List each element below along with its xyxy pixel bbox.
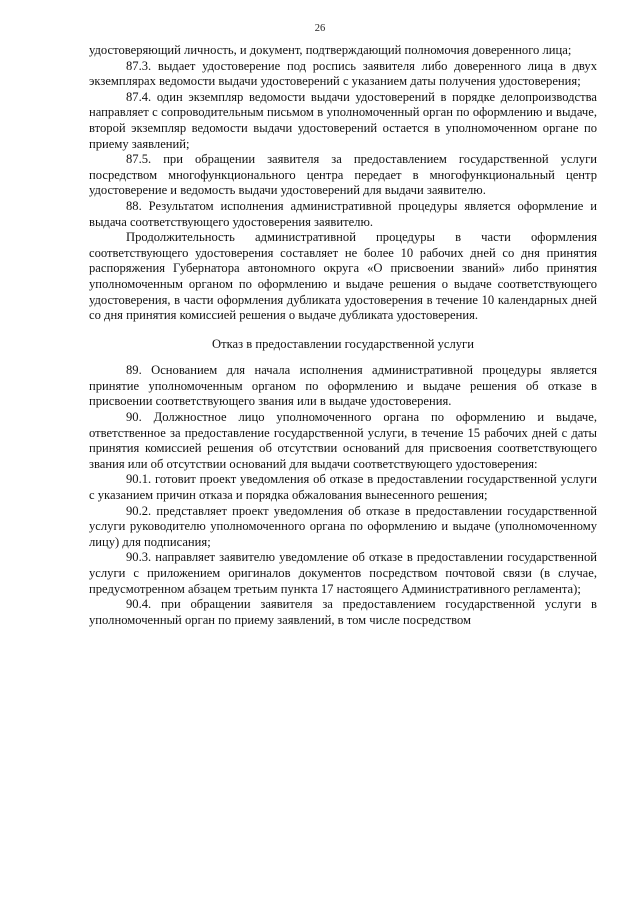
page-number: 26 — [314, 23, 326, 34]
paragraph: 89. Основанием для начала исполнения административной процедуры является принятие уполномоченным органом по оформлению и выдаче решения об отказе в присвоении соответствующего звания или в выдаче удостоверения. — [89, 363, 597, 409]
document-body — [89, 43, 597, 628]
section-heading: Отказ в предоставлении государственной услуги — [212, 336, 474, 351]
paragraph: 90.2. представляет проект уведомления об отказе в предоставлении государственной услуги руководителю уполномоченного органа по оформлению и выдаче (уполномоченному лицу) для подписания; — [89, 503, 597, 549]
paragraph: 87.4. один экземпляр ведомости выдачи удостоверений в порядке делопроизводства направляет с сопроводительным письмом в уполномоченный орган по оформлению и выдаче, второй экземпляр ведомости выдачи удостоверений остается в уполномоченном органе по приему заявлений; — [89, 89, 597, 151]
paragraph: удостоверяющий личность, и документ, подтверждающий полномочия доверенного лица; — [89, 43, 572, 57]
paragraph: 90.1. готовит проект уведомления об отказе в предоставлении государственной услуги с указанием причин отказа и порядка обжалования вынесенного решения; — [89, 472, 597, 503]
paragraph: 87.3. выдает удостоверение под роспись заявителя либо доверенного лица в двух экземплярах ведомости выдачи удостоверений с указанием даты получения удостоверения; — [89, 58, 597, 89]
paragraph: 87.5. при обращении заявителя за предоставлением государственной услуги посредством многофункционального центра передает в многофункциональный центр удостоверение и ведомость выдачи удостоверений для выдачи заявителю. — [89, 152, 597, 198]
paragraph: 90. Должностное лицо уполномоченного органа по оформлению и выдаче, ответственное за предоставление государственной услуги, в течение 15 рабочих дней с даты принятия комиссией решения об отсутствии оснований для присвоения соответствующего звания или об отсутствии оснований для выдачи соответствующего удостоверения: — [89, 410, 597, 471]
paragraph: 88. Результатом исполнения административной процедуры является оформление и выдача соответствующего удостоверения заявителю. — [89, 198, 597, 229]
paragraph: 90.4. при обращении заявителя за предоставлением государственной услуги в уполномоченный орган по приему заявлений, в том числе посредством — [89, 597, 597, 627]
paragraph: Продолжительность административной процедуры в части оформления соответствующего удостоверения составляет не более 10 рабочих дней со дня принятия распоряжения Губернатора автономного округа «О присвоении званий» либо принятия уполномоченным органом по оформлению и выдаче решения о выдаче соответствующего удостоверения, в части оформления дубликата удостоверения в течение 10 календарных дней со дня принятия комиссией решения о выдаче дубликата удостоверения. — [89, 230, 597, 323]
paragraph: 90.3. направляет заявителю уведомление об отказе в предоставлении государственной услуги с приложением оригиналов документов посредством почтовой связи (в случае, предусмотренном абзацем третьим пункта 17 настоящего Административного регламента); — [89, 550, 597, 596]
